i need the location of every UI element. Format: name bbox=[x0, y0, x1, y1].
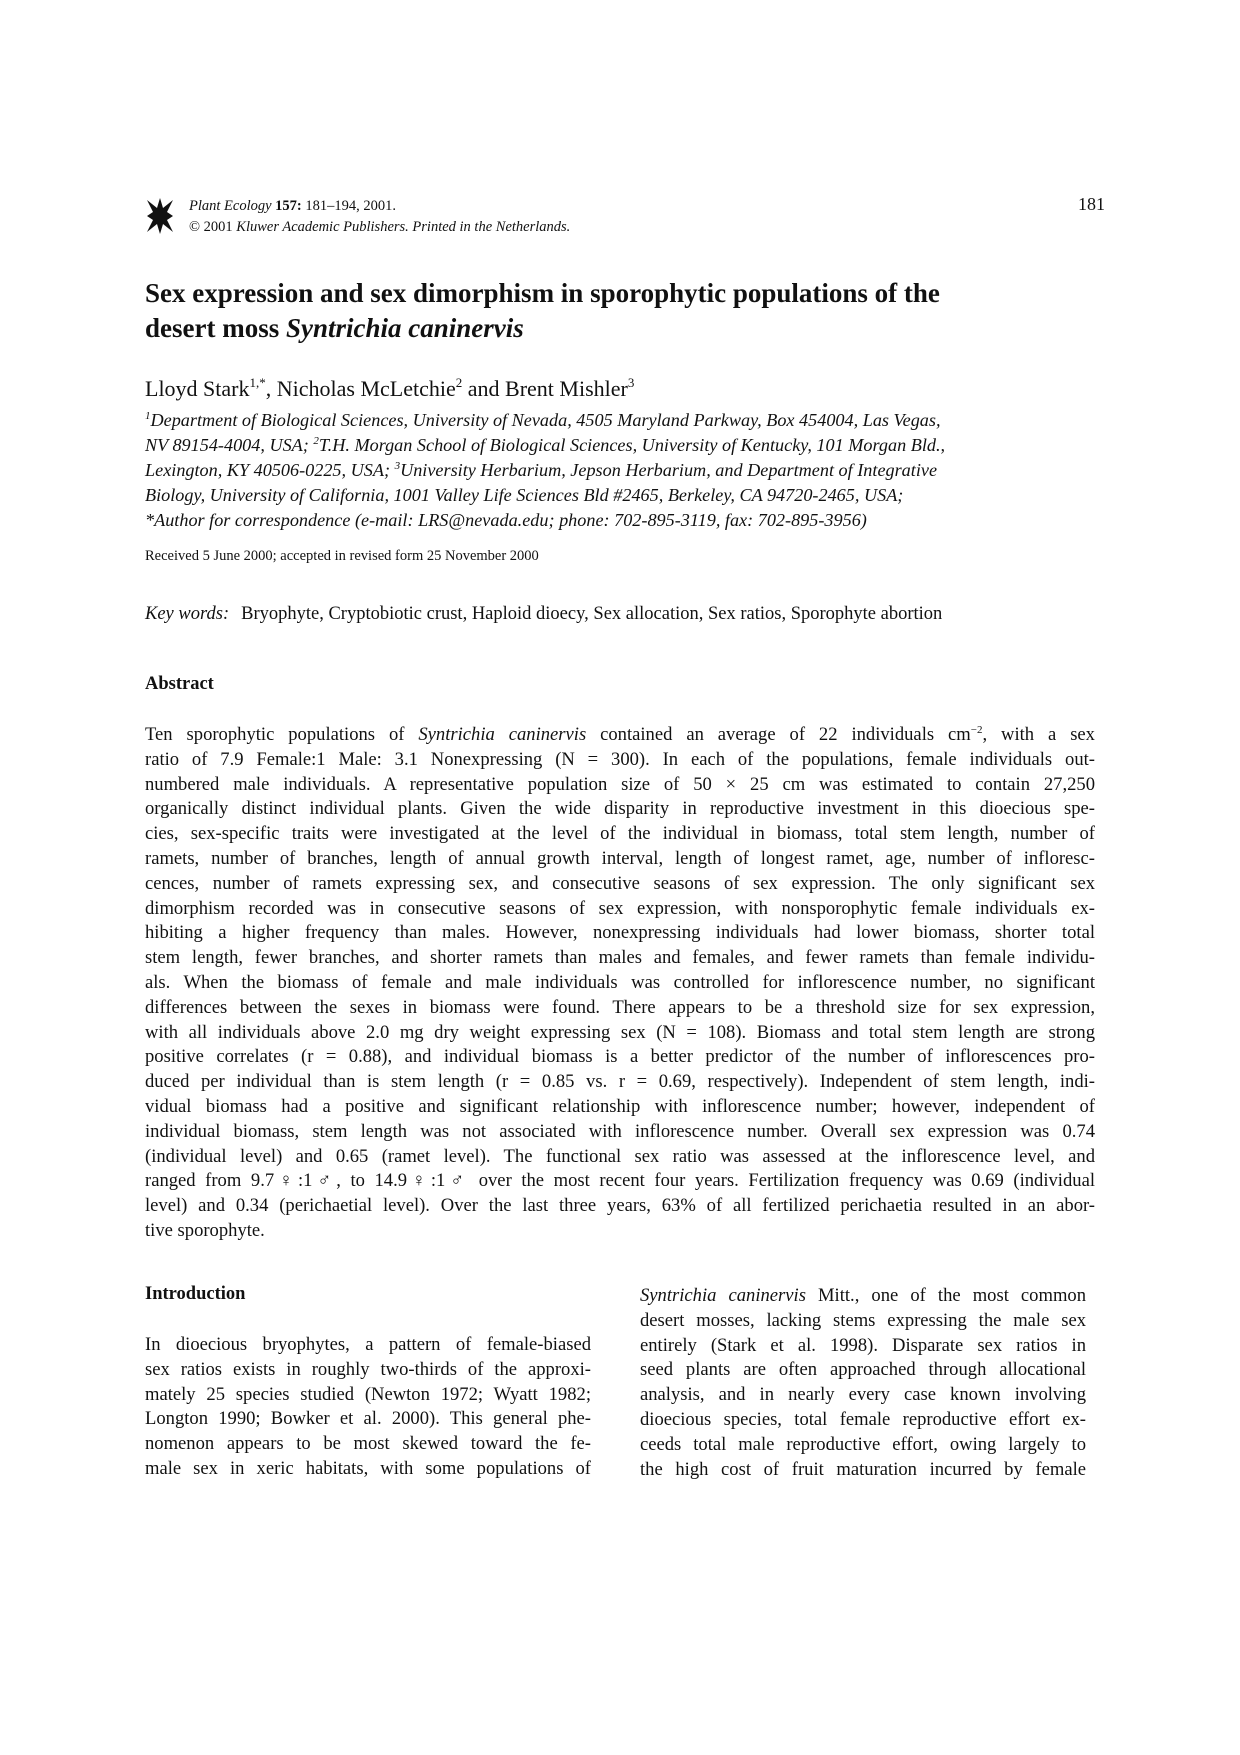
abstract-line: numbered male individuals. A representative population size of 50 × 25 cm was estimated to contain 27,250 bbox=[145, 773, 1095, 795]
author-name: Lloyd Stark bbox=[145, 376, 250, 401]
author-superscript: 2 bbox=[455, 375, 463, 390]
author-superscript: 3 bbox=[627, 375, 635, 390]
abstract-line: ramets, number of branches, length of annual growth interval, length of longest ramet, age, number of infloresc- bbox=[145, 847, 1095, 869]
affiliation-marker: 3 bbox=[394, 460, 401, 472]
journal-volume: 157: bbox=[275, 198, 302, 214]
abstract-superscript: −2 bbox=[970, 724, 983, 736]
introduction-right-column bbox=[640, 1284, 1086, 1482]
abstract-species: Syntrichia caninervis bbox=[418, 724, 587, 745]
abstract-line: (individual level) and 0.65 (ramet level). The functional sex ratio was assessed at the inflorescence level, and bbox=[145, 1145, 1095, 1167]
affiliation-line: Biology, University of California, 1001 Valley Life Sciences Bld #2465, Berkeley, CA 94720-2465, USA; bbox=[145, 485, 904, 505]
body-species: Syntrichia caninervis bbox=[640, 1285, 806, 1306]
body-line: analysis, and in nearly every case known involving bbox=[640, 1384, 1086, 1406]
affiliation-marker: 2 bbox=[313, 435, 319, 447]
affiliation-text: University Herbarium, Jepson Herbarium, and Department of Integrative bbox=[400, 460, 938, 480]
publisher: Kluwer Academic Publishers. Printed in the Netherlands. bbox=[236, 219, 571, 235]
journal-header bbox=[145, 196, 1105, 240]
paper-title bbox=[145, 276, 1105, 346]
abstract-line: with all individuals above 2.0 mg dry weight expressing sex (N = 108). Biomass and total stem length are strong bbox=[145, 1021, 1095, 1043]
body-text: Mitt., one of the most common bbox=[805, 1285, 1086, 1306]
abstract-line: positive correlates (r = 0.88), and individual biomass is a better predictor of the number of inflorescences pro- bbox=[145, 1046, 1095, 1068]
copyright: © 2001 bbox=[189, 219, 233, 235]
author-separator: , bbox=[265, 376, 277, 401]
abstract-line: tive sporophyte. bbox=[145, 1219, 265, 1241]
affiliations bbox=[145, 408, 1105, 533]
affiliation-line bbox=[145, 433, 1105, 458]
abstract-text: contained an average of 22 individuals cm bbox=[586, 724, 971, 745]
abstract-line: organically distinct individual plants. Given the wide disparity in reproductive investment in this dioecious spe- bbox=[145, 798, 1095, 820]
correspondence-line: *Author for correspondence (e-mail: LRS@nevada.edu; phone: 702-895-3119, fax: 702-895-3956) bbox=[145, 510, 867, 530]
abstract-line: level) and 0.34 (perichaetial level). Over the last three years, 63% of all fertilized perichaetia resulted in an abor- bbox=[145, 1195, 1095, 1217]
affiliation-line bbox=[145, 408, 1105, 433]
abstract-line: ranged from 9.7♀:1♂, to 14.9♀:1♂ over the most recent four years. Fertilization frequency was 0.69 (individual bbox=[145, 1170, 1095, 1192]
body-line: entirely (Stark et al. 1998). Disparate sex ratios in bbox=[640, 1334, 1086, 1356]
body-line: mately 25 species studied (Newton 1972; Wyatt 1982; bbox=[145, 1383, 591, 1405]
title-species: Syntrichia caninervis bbox=[285, 313, 524, 343]
page-number: 181 bbox=[1078, 194, 1105, 214]
body-line: In dioecious bryophytes, a pattern of female-biased bbox=[145, 1334, 591, 1355]
journal-citation bbox=[189, 196, 570, 238]
body-line: seed plants are often approached through allocational bbox=[640, 1359, 1086, 1381]
abstract-text: , with a sex bbox=[982, 724, 1095, 745]
abstract-line: dimorphism recorded was in consecutive seasons of sex expression, with nonsporophytic female individuals ex- bbox=[145, 897, 1095, 919]
author-name: Brent Mishler bbox=[505, 376, 628, 401]
abstract-line: ratio of 7.9 Female:1 Male: 3.1 Nonexpressing (N = 300). In each of the populations, female individuals out- bbox=[145, 748, 1095, 770]
body-line: Longton 1990; Bowker et al. 2000). This general phe- bbox=[145, 1408, 591, 1430]
affiliation-text: T.H. Morgan School of Biological Sciences, University of Kentucky, 101 Morgan Bld., bbox=[318, 435, 946, 455]
affiliation-text: NV 89154-4004, USA; bbox=[145, 435, 314, 455]
title-text: desert moss bbox=[145, 313, 286, 343]
abstract-line: differences between the sexes in biomass were found. There appears to be a threshold size for sex expression, bbox=[145, 996, 1095, 1018]
affiliation-text: Lexington, KY 40506-0225, USA; bbox=[145, 460, 395, 480]
abstract-heading: Abstract bbox=[145, 674, 214, 694]
keywords bbox=[145, 604, 942, 625]
abstract-line: cences, number of ramets expressing sex, and consecutive seasons of sex expression. The only significant sex bbox=[145, 872, 1095, 894]
abstract-line: duced per individual than is stem length (r = 0.85 vs. r = 0.69, respectively). Independent of stem length, indi- bbox=[145, 1071, 1095, 1093]
keywords-label: Key words: bbox=[145, 604, 230, 624]
author-name: Nicholas McLetchie bbox=[276, 376, 456, 401]
body-line: nomenon appears to be most skewed toward the fe- bbox=[145, 1433, 591, 1455]
body-line bbox=[640, 1284, 1086, 1309]
abstract-line: vidual biomass had a positive and significant relationship with inflorescence number; however, independent of bbox=[145, 1095, 1095, 1117]
body-line: sex ratios exists in roughly two-thirds of the approxi- bbox=[145, 1358, 591, 1380]
journal-name: Plant Ecology bbox=[189, 198, 272, 214]
title-line-1: Sex expression and sex dimorphism in sporophytic populations of the bbox=[145, 278, 940, 308]
abstract-line: cies, sex-specific traits were investigated at the level of the individual in biomass, total stem length, number of bbox=[145, 823, 1095, 845]
abstract-line: hibiting a higher frequency than males. However, nonexpressing individuals had lower biomass, shorter total bbox=[145, 922, 1095, 944]
keywords-text: Bryophyte, Cryptobiotic crust, Haploid dioecy, Sex allocation, Sex ratios, Sporophyte abortion bbox=[241, 604, 943, 624]
introduction-left-column bbox=[145, 1333, 591, 1482]
title-line-2 bbox=[145, 311, 1105, 346]
journal-pages-year: 181–194, 2001. bbox=[305, 198, 397, 214]
abstract-line: stem length, fewer branches, and shorter ramets than males and females, and fewer ramets than female individu- bbox=[145, 947, 1095, 969]
body-line: dioecious species, total female reproductive effort ex- bbox=[640, 1408, 1086, 1430]
abstract-text: Ten sporophytic populations of bbox=[145, 724, 419, 745]
abstract-line bbox=[145, 723, 1095, 748]
received-dates: Received 5 June 2000; accepted in revised form 25 November 2000 bbox=[145, 548, 539, 564]
abstract-line: als. When the biomass of female and male individuals was controlled for inflorescence number, no significant bbox=[145, 971, 1095, 993]
body-line: desert mosses, lacking stems expressing the male sex bbox=[640, 1309, 1086, 1331]
author-superscript: 1,* bbox=[249, 375, 266, 390]
affiliation-line bbox=[145, 458, 1105, 483]
publisher-logo-icon bbox=[145, 196, 175, 236]
body-line: male sex in xeric habitats, with some populations of bbox=[145, 1457, 591, 1479]
author-separator: and bbox=[462, 376, 506, 401]
author-list bbox=[145, 376, 634, 402]
affiliation-marker: 1 bbox=[145, 410, 151, 422]
body-line: ceeds total male reproductive effort, owing largely to bbox=[640, 1433, 1086, 1455]
abstract-line: individual biomass, stem length was not associated with inflorescence number. Overall sex expression was 0.74 bbox=[145, 1120, 1095, 1142]
body-line: the high cost of fruit maturation incurred by female bbox=[640, 1458, 1086, 1480]
abstract-body bbox=[145, 723, 1095, 1244]
introduction-heading: Introduction bbox=[145, 1284, 246, 1304]
affiliation-text: Department of Biological Sciences, University of Nevada, 4505 Maryland Parkway, Box 454004, Las Vegas, bbox=[150, 410, 941, 430]
